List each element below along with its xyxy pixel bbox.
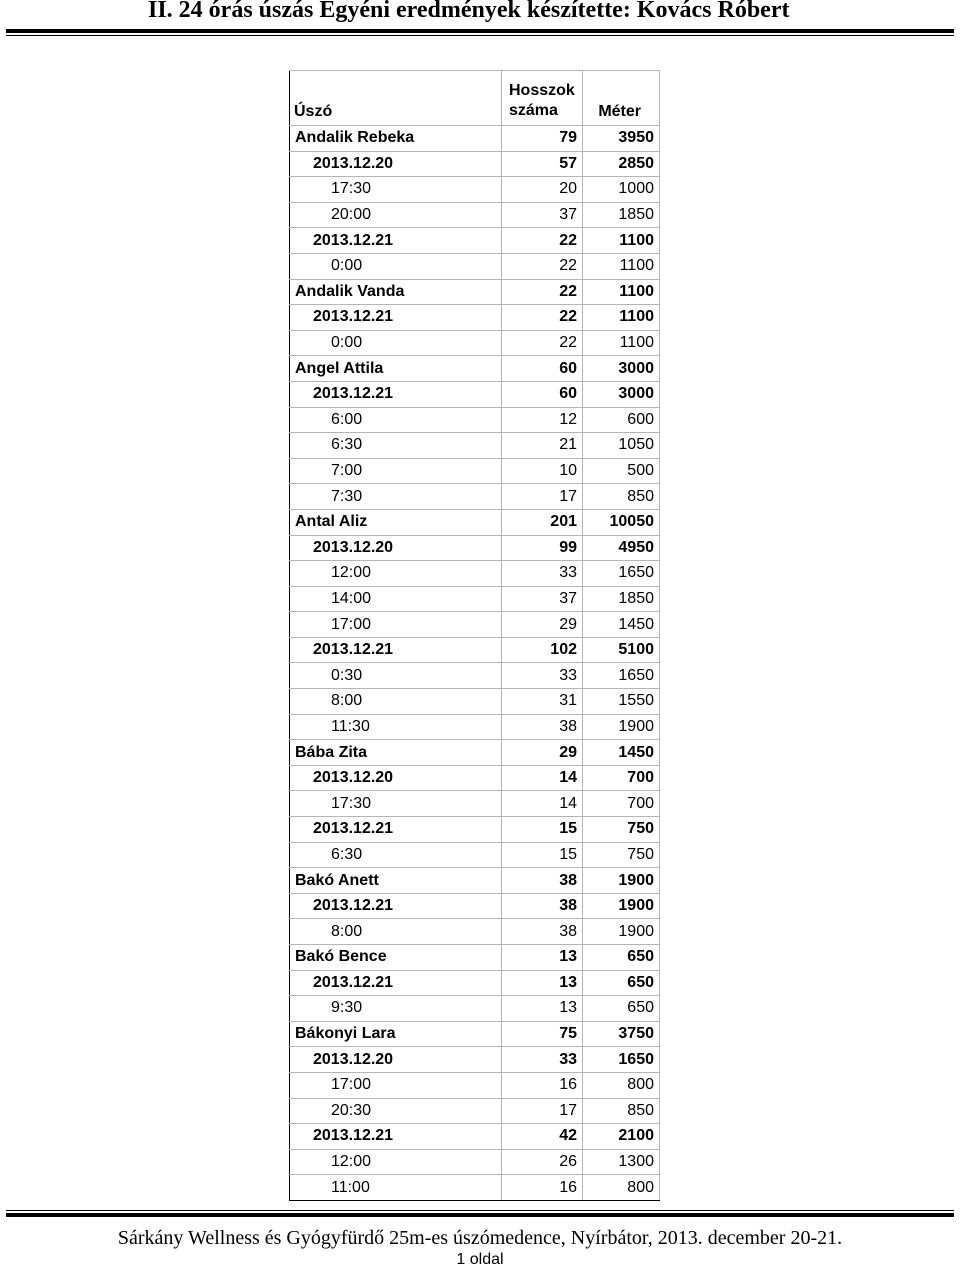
cell-label: 2013.12.21 [290, 970, 502, 996]
cell-meters: 650 [583, 970, 660, 996]
cell-meters: 1650 [583, 1047, 660, 1073]
cell-laps: 29 [502, 612, 583, 638]
swimmer-row [290, 356, 660, 382]
cell-meters: 700 [583, 791, 660, 817]
table-header-row [290, 71, 660, 126]
cell-meters: 1900 [583, 919, 660, 945]
cell-label: 17:00 [290, 1072, 502, 1098]
cell-laps: 31 [502, 689, 583, 715]
cell-label: 2013.12.20 [290, 535, 502, 561]
cell-label: 2013.12.20 [290, 765, 502, 791]
time-row [290, 407, 660, 433]
cell-meters: 750 [583, 817, 660, 843]
cell-laps: 13 [502, 945, 583, 971]
cell-laps: 37 [502, 202, 583, 228]
swimmer-row [290, 1021, 660, 1047]
cell-laps: 12 [502, 407, 583, 433]
cell-laps: 75 [502, 1021, 583, 1047]
cell-label: Andalik Vanda [290, 279, 502, 305]
date-row [290, 1047, 660, 1073]
date-row [290, 765, 660, 791]
time-row [290, 330, 660, 356]
cell-meters: 1900 [583, 893, 660, 919]
cell-meters: 850 [583, 484, 660, 510]
cell-meters: 4950 [583, 535, 660, 561]
time-row [290, 663, 660, 689]
cell-label: 0:00 [290, 330, 502, 356]
cell-meters: 1000 [583, 177, 660, 203]
cell-label: 2013.12.21 [290, 893, 502, 919]
cell-meters: 1100 [583, 279, 660, 305]
column-header-laps [502, 71, 583, 126]
column-header-meters: Méter [583, 71, 660, 126]
cell-laps: 29 [502, 740, 583, 766]
cell-laps: 38 [502, 868, 583, 894]
time-row [290, 842, 660, 868]
cell-label: Angel Attila [290, 356, 502, 382]
cell-meters: 2850 [583, 151, 660, 177]
cell-laps: 22 [502, 305, 583, 331]
cell-laps: 16 [502, 1175, 583, 1201]
cell-label: 20:30 [290, 1098, 502, 1124]
cell-label: Bakó Bence [290, 945, 502, 971]
cell-laps: 20 [502, 177, 583, 203]
date-row [290, 305, 660, 331]
cell-laps: 13 [502, 970, 583, 996]
cell-meters: 1900 [583, 868, 660, 894]
cell-laps: 15 [502, 842, 583, 868]
time-row [290, 996, 660, 1022]
cell-label: 17:30 [290, 177, 502, 203]
cell-meters: 1850 [583, 586, 660, 612]
cell-label: 2013.12.21 [290, 381, 502, 407]
cell-label: 11:00 [290, 1175, 502, 1201]
cell-label: 2013.12.21 [290, 1124, 502, 1150]
cell-laps: 17 [502, 484, 583, 510]
cell-label: 0:30 [290, 663, 502, 689]
cell-meters: 3750 [583, 1021, 660, 1047]
cell-label: 12:00 [290, 1149, 502, 1175]
cell-meters: 10050 [583, 509, 660, 535]
cell-label: 20:00 [290, 202, 502, 228]
page-number: 1 oldal [456, 1251, 504, 1268]
cell-label: 2013.12.21 [290, 305, 502, 331]
cell-laps: 60 [502, 381, 583, 407]
time-row [290, 689, 660, 715]
header-rule [6, 29, 954, 33]
cell-label: 2013.12.21 [290, 637, 502, 663]
cell-meters: 750 [583, 842, 660, 868]
date-row [290, 893, 660, 919]
cell-meters: 650 [583, 996, 660, 1022]
cell-laps: 38 [502, 919, 583, 945]
cell-meters: 1050 [583, 433, 660, 459]
cell-laps: 102 [502, 637, 583, 663]
cell-laps: 17 [502, 1098, 583, 1124]
cell-meters: 850 [583, 1098, 660, 1124]
cell-label: 2013.12.21 [290, 817, 502, 843]
cell-meters: 700 [583, 765, 660, 791]
cell-meters: 1650 [583, 663, 660, 689]
cell-label: 9:30 [290, 996, 502, 1022]
cell-label: Bakó Anett [290, 868, 502, 894]
swimmer-row [290, 279, 660, 305]
swimmer-row [290, 509, 660, 535]
column-header-laps-line1: Hosszok [509, 82, 575, 99]
cell-meters: 1450 [583, 740, 660, 766]
cell-meters: 3000 [583, 356, 660, 382]
cell-laps: 13 [502, 996, 583, 1022]
cell-laps: 99 [502, 535, 583, 561]
cell-meters: 3950 [583, 126, 660, 152]
cell-meters: 500 [583, 458, 660, 484]
cell-meters: 1650 [583, 561, 660, 587]
cell-label: Bákonyi Lara [290, 1021, 502, 1047]
cell-laps: 10 [502, 458, 583, 484]
cell-laps: 14 [502, 765, 583, 791]
cell-laps: 33 [502, 663, 583, 689]
date-row [290, 228, 660, 254]
cell-laps: 38 [502, 893, 583, 919]
time-row [290, 1098, 660, 1124]
cell-meters: 800 [583, 1072, 660, 1098]
time-row [290, 484, 660, 510]
cell-label: 14:00 [290, 586, 502, 612]
cell-meters: 1100 [583, 305, 660, 331]
footer-rule [6, 1213, 954, 1217]
date-row [290, 970, 660, 996]
cell-label: 11:30 [290, 714, 502, 740]
cell-laps: 21 [502, 433, 583, 459]
cell-laps: 26 [502, 1149, 583, 1175]
cell-laps: 14 [502, 791, 583, 817]
cell-label: 0:00 [290, 253, 502, 279]
cell-label: 2013.12.20 [290, 1047, 502, 1073]
cell-meters: 600 [583, 407, 660, 433]
time-row [290, 586, 660, 612]
cell-laps: 57 [502, 151, 583, 177]
time-row [290, 433, 660, 459]
cell-laps: 37 [502, 586, 583, 612]
time-row [290, 714, 660, 740]
time-row [290, 919, 660, 945]
time-row [290, 612, 660, 638]
cell-laps: 201 [502, 509, 583, 535]
cell-meters: 3000 [583, 381, 660, 407]
cell-laps: 79 [502, 126, 583, 152]
cell-meters: 1100 [583, 330, 660, 356]
cell-label: Antal Aliz [290, 509, 502, 535]
cell-meters: 800 [583, 1175, 660, 1201]
cell-laps: 22 [502, 253, 583, 279]
time-row [290, 253, 660, 279]
time-row [290, 1072, 660, 1098]
column-header-swimmer: Úszó [290, 71, 502, 126]
cell-laps: 22 [502, 279, 583, 305]
cell-laps: 60 [502, 356, 583, 382]
cell-meters: 1100 [583, 253, 660, 279]
cell-label: 8:00 [290, 689, 502, 715]
cell-meters: 1100 [583, 228, 660, 254]
time-row [290, 1149, 660, 1175]
cell-label: 8:00 [290, 919, 502, 945]
page-title: II. 24 órás úszás Egyéni eredmények készítette: Kovács Róbert [148, 0, 790, 23]
cell-meters: 1450 [583, 612, 660, 638]
cell-label: 6:00 [290, 407, 502, 433]
results-body [290, 126, 660, 1201]
cell-meters: 1900 [583, 714, 660, 740]
date-row [290, 381, 660, 407]
time-row [290, 561, 660, 587]
date-row [290, 151, 660, 177]
cell-meters: 650 [583, 945, 660, 971]
cell-meters: 1850 [583, 202, 660, 228]
cell-laps: 16 [502, 1072, 583, 1098]
date-row [290, 637, 660, 663]
time-row [290, 791, 660, 817]
cell-label: Andalik Rebeka [290, 126, 502, 152]
cell-label: 2013.12.21 [290, 228, 502, 254]
cell-meters: 2100 [583, 1124, 660, 1150]
cell-meters: 5100 [583, 637, 660, 663]
time-row [290, 202, 660, 228]
date-row [290, 817, 660, 843]
date-row [290, 535, 660, 561]
time-row [290, 1175, 660, 1201]
cell-label: 12:00 [290, 561, 502, 587]
time-row [290, 458, 660, 484]
cell-laps: 33 [502, 1047, 583, 1073]
cell-meters: 1550 [583, 689, 660, 715]
cell-label: 2013.12.20 [290, 151, 502, 177]
cell-label: 7:30 [290, 484, 502, 510]
cell-label: 17:00 [290, 612, 502, 638]
swimmer-row [290, 126, 660, 152]
footer-location: Sárkány Wellness és Gyógyfürdő 25m-es úszómedence, Nyírbátor, 2013. december 20-21. [117, 1227, 843, 1249]
time-row [290, 177, 660, 203]
cell-laps: 33 [502, 561, 583, 587]
cell-meters: 1300 [583, 1149, 660, 1175]
cell-laps: 38 [502, 714, 583, 740]
cell-laps: 22 [502, 228, 583, 254]
cell-label: 17:30 [290, 791, 502, 817]
cell-laps: 42 [502, 1124, 583, 1150]
cell-label: 6:30 [290, 433, 502, 459]
cell-laps: 22 [502, 330, 583, 356]
cell-laps: 15 [502, 817, 583, 843]
cell-label: 6:30 [290, 842, 502, 868]
column-header-laps-line2: száma [509, 102, 558, 119]
cell-label: 7:00 [290, 458, 502, 484]
swimmer-row [290, 868, 660, 894]
results-table [289, 70, 660, 1201]
cell-label: Bába Zita [290, 740, 502, 766]
date-row [290, 1124, 660, 1150]
swimmer-row [290, 740, 660, 766]
swimmer-row [290, 945, 660, 971]
